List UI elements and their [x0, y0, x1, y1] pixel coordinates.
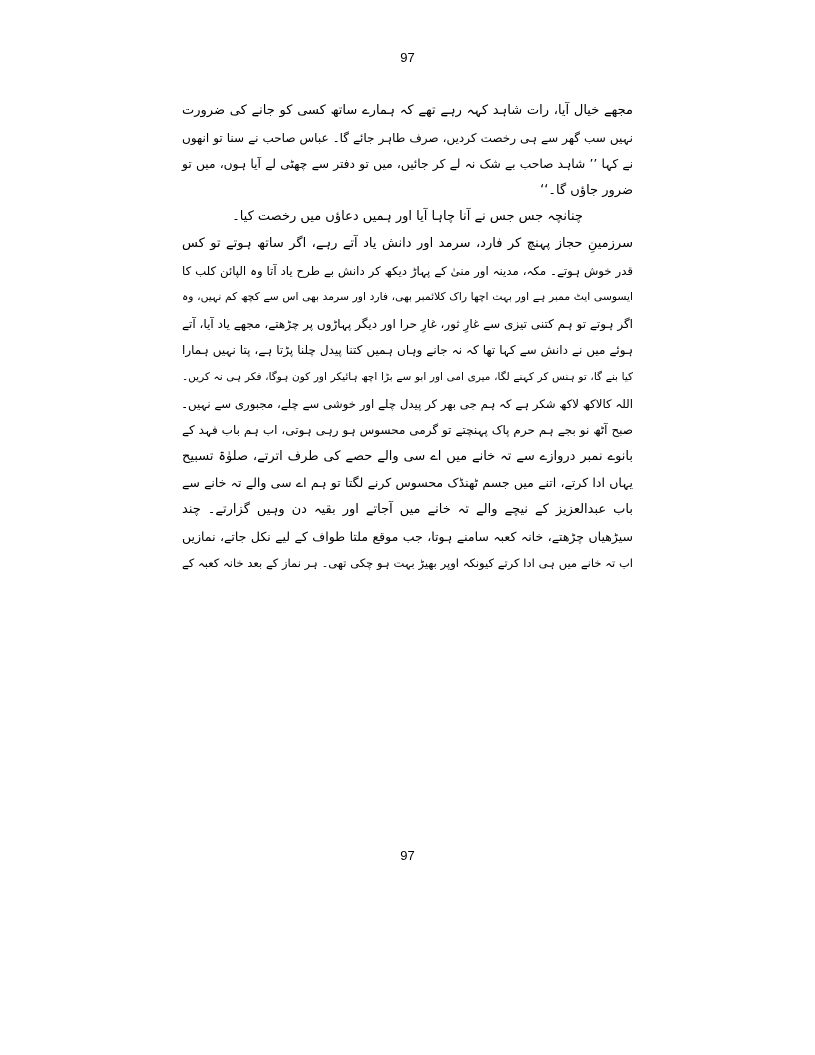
- text-line: نے کہا ’’ شاہد صاحب بے شک نہ لے کر جائیں، میں تو دفتر سے چھٹی لے آیا ہوں، میں تو: [182, 157, 633, 172]
- text-line: نہیں سب گھر سے ہی رخصت کردیں، صرف طاہر جائے گا۔ عباس صاحب نے سنا تو انھوں: [182, 130, 633, 145]
- text-line: ہوئے میں نے دانش سے کہا تھا کہ نہ جانے وہاں ہمیں کتنا پیدل چلنا پڑتا ہے، پتا نہیں ہمارا: [182, 343, 633, 358]
- text-line: کیا بنے گا، تو ہنس کر کہنے لگا، میری امی اور ابو سے بڑا اچھ ہائیکر اور کون ہوگا، فکر ہی نہ کریں۔: [182, 370, 633, 383]
- text-line: ایسوسی ایٹ ممبر ہے اور بہت اچھا راک کلائمبر بھی، فارد اور سرمد بھی اس سے کچھ کم نہیں، وہ: [182, 290, 633, 304]
- text-line: مجھے خیال آیا، رات شاہد کہہ رہے تھے کہ ہمارے ساتھ کسی کو جانے کی ضرورت: [182, 103, 633, 118]
- text-line: سیڑھیاں چڑھتے، خانہ کعبہ سامنے ہوتا، جب موقع ملتا طواف کے لیے نکل جاتے، نمازیں: [182, 528, 633, 544]
- text-line: صبح آٹھ نو بجے ہم حرم پاک پہنچتے تو گرمی محسوس ہو رہی ہوتی، اب ہم باب فہد کے: [182, 423, 633, 438]
- page-number-bottom: 97: [400, 848, 415, 863]
- text-line: باب عبدالعزیز کے نیچے والے تہ خانے میں آجاتے اور بقیہ دن وہیں گزارتے۔ چند: [182, 501, 633, 517]
- text-line: اب تہ خانے میں ہی ادا کرتے کیونکہ اوپر بھیڑ بہت ہو چکی تھی۔ ہر نماز کے بعد خانہ کعبہ کے: [182, 556, 633, 571]
- text-line: ضرور جاؤں گا۔‘‘: [540, 182, 633, 198]
- text-line: اگر ہوتے تو ہم کتنی تیزی سے غارِ ثور، غارِ حرا اور دیگر پہاڑوں پر چڑھتے، مجھے یاد آیا، آتے: [182, 316, 633, 331]
- body-text: [182, 98, 633, 577]
- page-number-top: 97: [400, 50, 415, 65]
- text-line: قدر خوش ہوتے۔ مکہ، مدینہ اور منیٰ کے پہاڑ دیکھ کر دانش بے طرح یاد آتا وہ الپائن کلب کا: [182, 263, 633, 278]
- text-line: سرزمینِ حجاز پہنچ کر فارد، سرمد اور دانش یاد آتے رہے، اگر ساتھ ہوتے تو کس: [182, 235, 633, 251]
- text-line: یہاں ادا کرتے، اتنے میں جسم ٹھنڈک محسوس کرنے لگتا تو ہم اے سی والے تہ خانے سے: [182, 475, 633, 491]
- text-line: بانوے نمبر دروازے سے تہ خانے میں اے سی والے حصے کی طرف اترتے، صلوٰۃ تسبیح: [182, 448, 633, 464]
- text-line: اللہ کالاکھ لاکھ شکر ہے کہ ہم جی بھر کر پیدل چلے اور خوشی سے چلے، مجبوری سے نہیں۔: [181, 396, 633, 411]
- text-line: چنانچہ جس جس نے آنا چاہا آیا اور ہمیں دعاؤں میں رخصت کیا۔: [232, 209, 583, 225]
